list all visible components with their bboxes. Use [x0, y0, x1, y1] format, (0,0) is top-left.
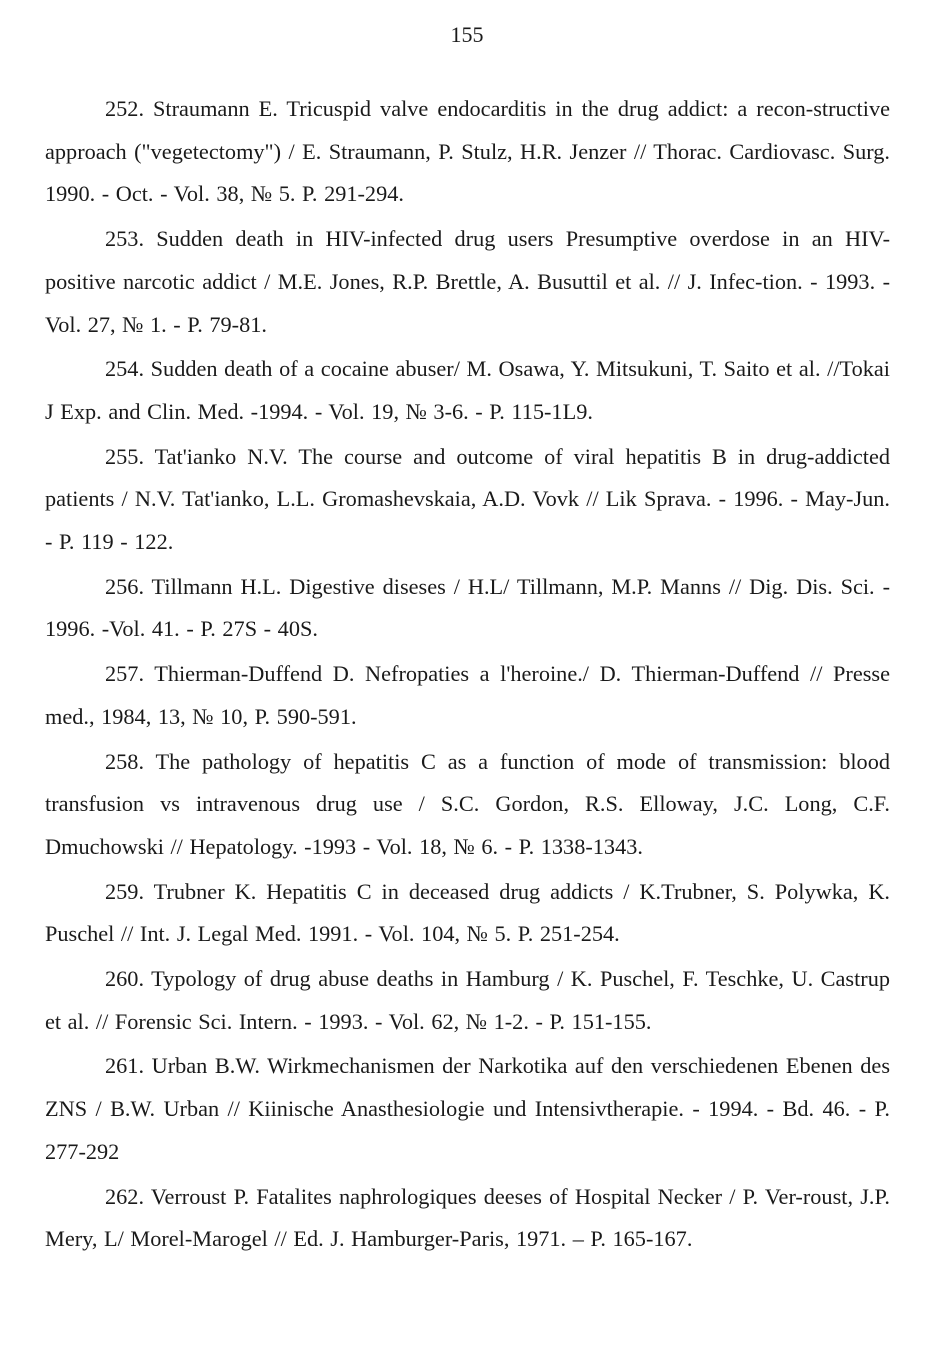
reference-item-260: 260. Typology of drug abuse deaths in Hamburg / K. Puschel, F. Teschke, U. Castrup et al. // Forensic Sci. Intern. - 1993. - Vol. 62, № 1-2. - P. 151-155. [45, 966, 890, 1034]
reference-item-259: 259. Trubner K. Hepatitis C in deceased drug addicts / K.Trubner, S. Polywka, K. Puschel // Int. J. Legal Med. 1991. - Vol. 104, № 5. P. 251-254. [45, 878, 890, 947]
reference-item-258: 258. The pathology of hepatitis C as a function of mode of transmission: blood transfusion vs intravenous drug use / S.C. Gordon, R.S. Elloway, J.C. Long, C.F. Dmuchowski // Hepatology. -1993 - Vol. 18, № 6. - P. 1338-1343. [45, 748, 890, 859]
reference-item-254: 254. Sudden death of a cocaine abuser/ M. Osawa, Y. Mitsukuni, T. Saito et al. //Tokai J Exp. and Clin. Med. -1994. - Vol. 19, № 3-6. - P. 115-1L9. [45, 356, 890, 424]
reference-item-255: 255. Tat'ianko N.V. The course and outcome of viral hepatitis B in drug-addicted patients / N.V. Tat'ianko, L.L. Gromashevskaia, A.D. Vovk // Lik Sprava. - 1996. - May-Jun. - P. 119 - 122. [45, 443, 890, 555]
reference-item-261: 261. Urban B.W. Wirkmechanismen der Narkotika auf den verschiedenen Ebenen des ZNS / B.W. Urban // Kiinische Anasthesiologie und Intensivtherapie. - 1994. - Bd. 46. - P. 277-292 [45, 1053, 890, 1164]
reference-item-253: 253. Sudden death in HIV-infected drug users Presumptive overdose in an HIV-positive narcotic addict / M.E. Jones, R.P. Brettle, A. Busuttil et al. // J. Infec-tion. - 1993. -Vol. 27, № 1. - P. 79-81. [45, 226, 890, 337]
reference-item-252: 252. Straumann E. Tricuspid valve endocarditis in the drug addict: a recon-structive approach ("vegetectomy") / E. Straumann, P. Stulz, H.R. Jenzer // Thorac. Cardiovasc. Surg. 1990. - Oct. - Vol. 38, № 5. P. 291-294. [45, 96, 890, 207]
reference-list [45, 88, 890, 1263]
reference-item-262: 262. Verroust P. Fatalites naphrologiques deeses of Hospital Necker / P. Ver-roust, J.P. Mery, L/ Morel-Marogel // Ed. J. Hamburger-Paris, 1971. – P. 165-167. [45, 1183, 890, 1252]
reference-item-256: 256. Tillmann H.L. Digestive diseses / H.L/ Tillmann, M.P. Manns // Dig. Dis. Sci. - 1996. -Vol. 41. - P. 27S - 40S. [45, 573, 890, 642]
page-number: 155 [450, 22, 484, 47]
reference-item-257: 257. Thierman-Duffend D. Nefropaties a l'heroine./ D. Thierman-Duffend // Presse med., 1984, 13, № 10, P. 590-591. [45, 661, 890, 729]
